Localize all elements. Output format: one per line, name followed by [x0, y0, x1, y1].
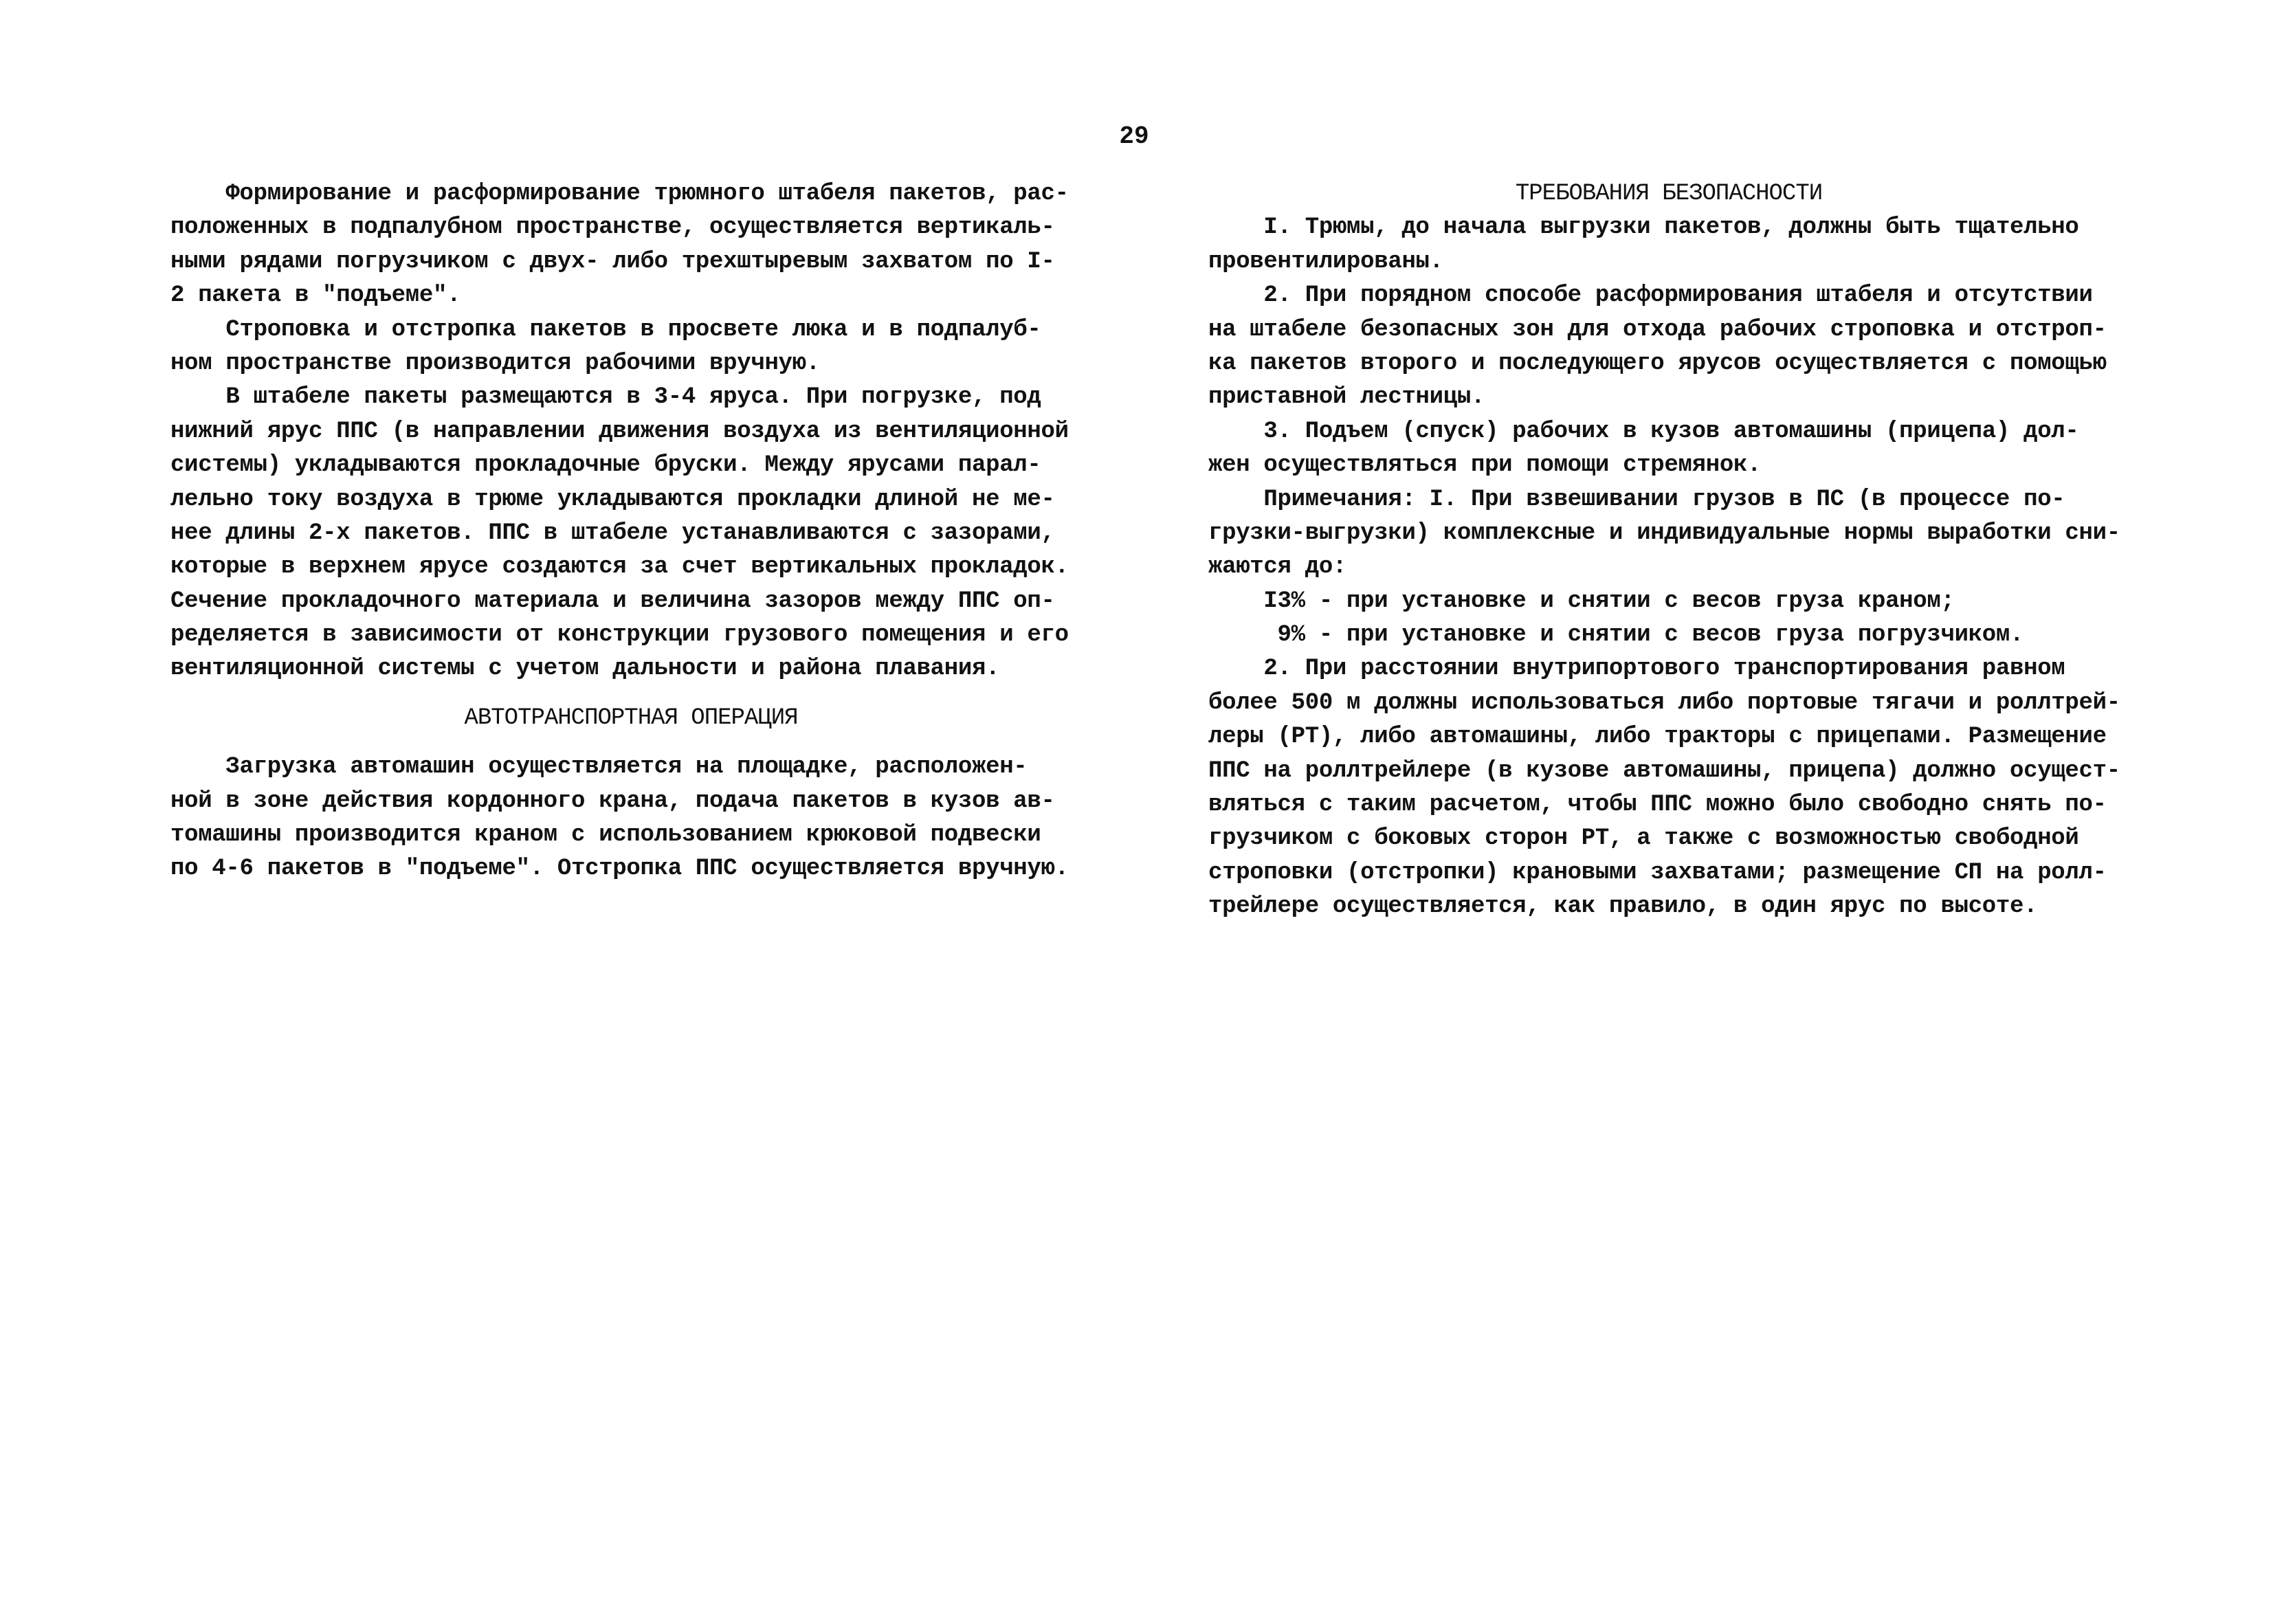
- spacer: [170, 735, 1091, 750]
- text-line: которые в верхнем ярусе создаются за счет вертикальных прокладок.: [170, 554, 1069, 581]
- paragraph-ventilation: [1208, 211, 2129, 279]
- text-line: I3% - при установке и снятии с весов груза краном;: [1208, 588, 1955, 614]
- paragraph-stepladders: [1208, 415, 2129, 483]
- text-line: лельно току воздуха в трюме укладываются прокладки длиной не ме-: [170, 486, 1055, 513]
- paragraph-stack-tiers: [170, 381, 1091, 687]
- paragraph-slinging: [170, 313, 1091, 381]
- text-line: ными рядами погрузчиком с двух- либо трехштыревым захватом по I-: [170, 248, 1055, 275]
- text-line: грузчиком с боковых сторон РТ, а также с возможностью свободной: [1208, 825, 2079, 852]
- text-line: жен осуществляться при помощи стремянок.: [1208, 452, 1762, 479]
- text-line: Формирование и расформирование трюмного штабеля пакетов, рас-: [170, 181, 1069, 207]
- paragraph-stack-formation: [170, 177, 1091, 313]
- text-line: ном пространстве производится рабочими вручную.: [170, 350, 820, 377]
- text-line: 2. При порядном способе расформирования штабеля и отсутствии: [1208, 282, 2093, 309]
- text-line: на штабеле безопасных зон для отхода рабочих строповка и отстроп-: [1208, 316, 2107, 343]
- text-line: жаются до:: [1208, 554, 1347, 581]
- text-line: положенных в подпалубном пространстве, осуществляется вертикаль-: [170, 214, 1055, 241]
- text-line: I. Трюмы, до начала выгрузки пакетов, должны быть тщательно: [1208, 214, 2079, 241]
- text-line: ППС на роллтрейлере (в кузове автомашины, прицепа) должно осущест-: [1208, 757, 2120, 784]
- text-line: 3. Подъем (спуск) рабочих в кузов автомашины (прицепа) дол-: [1208, 418, 2079, 445]
- text-line: Сечение прокладочного материала и величина зазоров между ППС оп-: [170, 588, 1055, 614]
- paragraph-notes-weighing: [1208, 483, 2129, 653]
- text-line: ка пакетов второго и последующего ярусов осуществляется с помощью: [1208, 350, 2107, 377]
- paragraph-notes-transport: [1208, 652, 2129, 924]
- text-line: В штабеле пакеты размещаются в 3-4 яруса. При погрузке, под: [170, 384, 1041, 411]
- text-line: 9% - при установке и снятии с весов груза погрузчиком.: [1208, 622, 2024, 649]
- text-line: 2 пакета в "подъеме".: [170, 282, 461, 309]
- text-line: леры (РТ), либо автомашины, либо тракторы с прицепами. Размещение: [1208, 724, 2107, 750]
- section-heading-road-transport: АВТОТРАНСПОРТНАЯ ОПЕРАЦИЯ: [464, 704, 798, 731]
- text-line: ределяется в зависимости от конструкции грузового помещения и его: [170, 622, 1069, 649]
- text-line: Загрузка автомашин осуществляется на площадке, расположен-: [170, 754, 1028, 781]
- text-line: Строповка и отстропка пакетов в просвете люка и в подпалуб-: [170, 316, 1041, 343]
- text-line: нижний ярус ППС (в направлении движения воздуха из вентиляционной: [170, 418, 1069, 445]
- text-line: 2. При расстоянии внутрипортового транспортирования равном: [1208, 656, 2065, 682]
- text-line: томашины производится краном с использованием крюковой подвески: [170, 822, 1041, 849]
- page-number: 29: [1119, 122, 1149, 151]
- spacer: [170, 687, 1091, 702]
- text-line: трейлере осуществляется, как правило, в один ярус по высоте.: [1208, 893, 2038, 920]
- text-line: по 4-6 пакетов в "подъеме". Отстропка ППС осуществляется вручную.: [170, 856, 1069, 882]
- text-line: нее длины 2-х пакетов. ППС в штабеле устанавливаются с зазорами,: [170, 520, 1055, 546]
- right-column: [1208, 177, 2129, 924]
- text-line: вляться с таким расчетом, чтобы ППС можно было свободно снять по-: [1208, 792, 2107, 819]
- section-heading-safety: ТРЕБОВАНИЯ БЕЗОПАСНОСТИ: [1515, 181, 1823, 207]
- text-line: вентиляционной системы с учетом дальности и района плавания.: [170, 656, 1000, 682]
- paragraph-truck-loading: [170, 750, 1091, 887]
- text-line: ной в зоне действия кордонного крана, подача пакетов в кузов ав-: [170, 788, 1055, 814]
- text-line: провентилированы.: [1208, 248, 1443, 275]
- text-line: системы) укладываются прокладочные бруски. Между ярусами парал-: [170, 452, 1041, 479]
- text-line: приставной лестницы.: [1208, 384, 1485, 411]
- left-column: [170, 177, 1091, 887]
- paragraph-ladder: [1208, 279, 2129, 415]
- text-line: грузки-выгрузки) комплексные и индивидуальные нормы выработки сни-: [1208, 520, 2120, 546]
- text-line: более 500 м должны использоваться либо портовые тягачи и роллтрей-: [1208, 689, 2120, 716]
- text-line: Примечания: I. При взвешивании грузов в ПС (в процессе по-: [1208, 486, 2065, 513]
- text-line: строповки (отстропки) крановыми захватами; размещение СП на ролл-: [1208, 859, 2107, 886]
